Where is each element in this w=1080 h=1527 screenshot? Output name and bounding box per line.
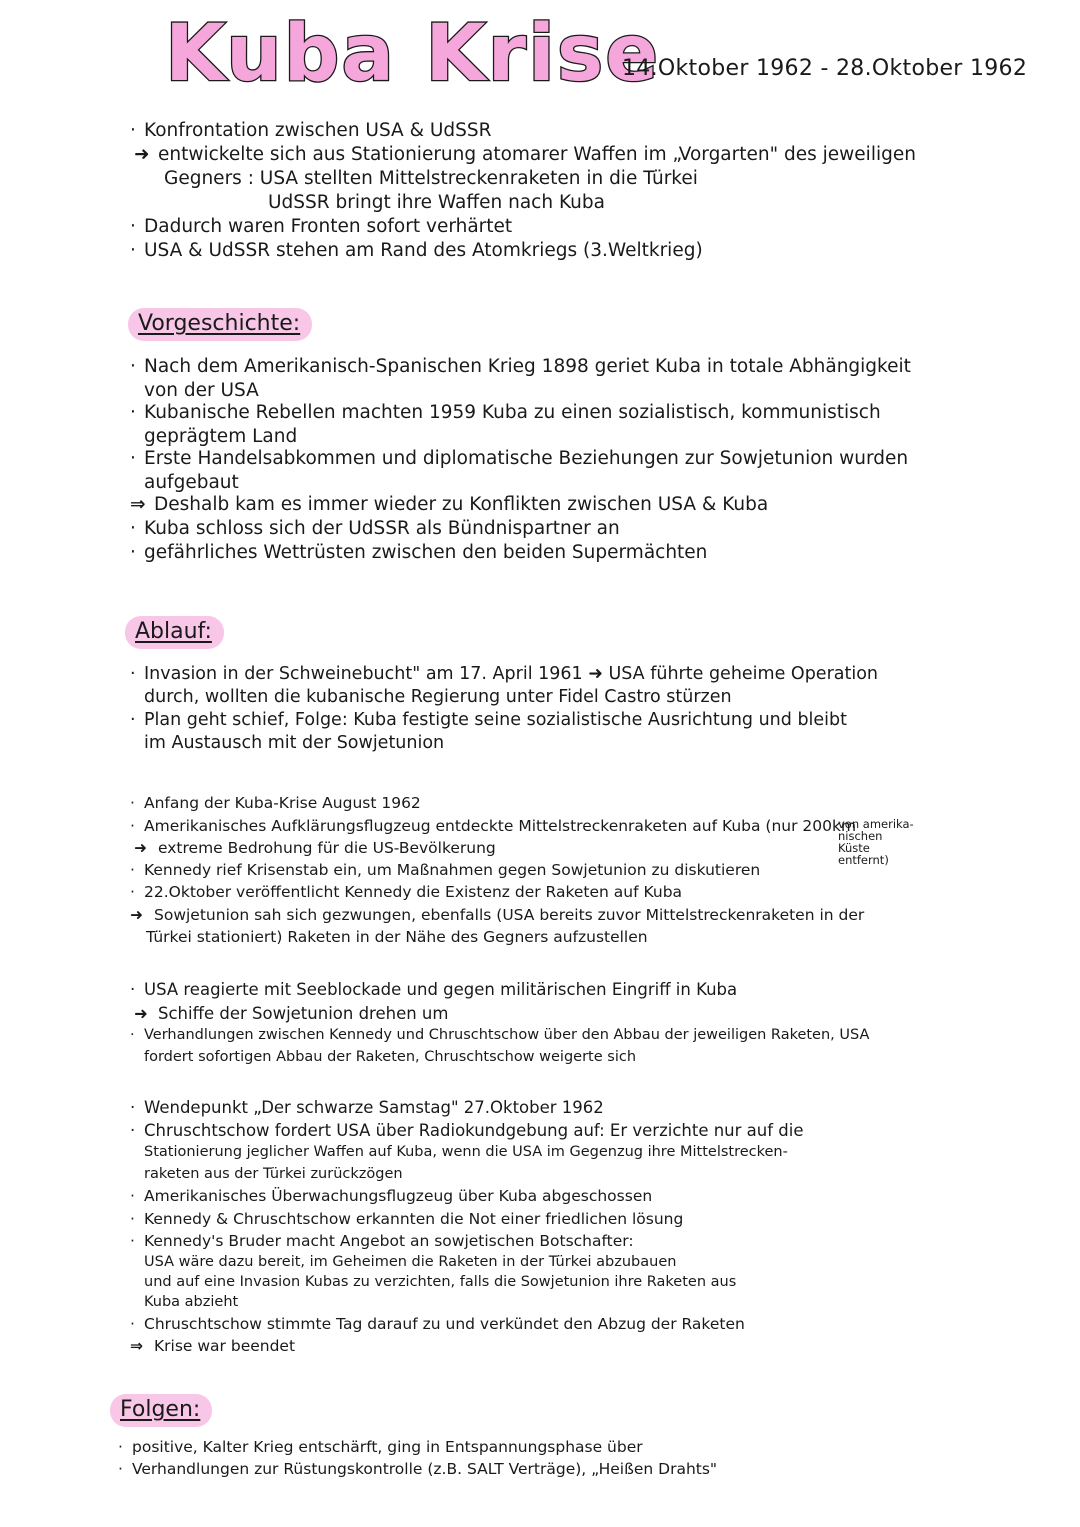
ablauf-anfang xyxy=(130,796,864,952)
list-item: · Chruschtschow fordert USA über Radiokundgebung auf: Er verzichte nur auf die xyxy=(130,1121,804,1140)
vorgeschichte-section xyxy=(130,358,911,568)
ablauf-wendepunkt xyxy=(130,1100,804,1361)
list-item: · Kennedy rief Krisenstab ein, um Maßnahmen gegen Sowjetunion zu diskutieren xyxy=(130,861,761,879)
intro-section xyxy=(130,122,916,266)
list-item: · Verhandlungen zur Rüstungskontrolle (z.B. SALT Verträge), „Heißen Drahts" xyxy=(118,1460,718,1478)
list-item: ➜ Sowjetunion sah sich gezwungen, ebenfalls (USA bereits zuvor Mittelstreckenraketen in der xyxy=(130,906,865,924)
list-item: · Invasion in der Schweinebucht" am 17. April 1961 ➜ USA führte geheime Operation xyxy=(130,664,879,684)
list-item: · Wendepunkt „Der schwarze Samstag" 27.Oktober 1962 xyxy=(130,1098,604,1117)
ablauf-invasion xyxy=(130,666,878,758)
list-item: · Plan geht schief, Folge: Kuba festigte seine sozialistische Ausrichtung und bleibt xyxy=(130,710,848,730)
list-item: ⇒ Krise war beendet xyxy=(130,1337,296,1355)
arrow-right-icon: ➜ xyxy=(130,906,143,924)
list-item: ➜ Schiffe der Sowjetunion drehen um xyxy=(134,1004,449,1023)
double-arrow-icon: ⇒ xyxy=(130,1337,143,1355)
list-item: · gefährliches Wettrüsten zwischen den beiden Supermächten xyxy=(130,542,708,563)
date-range: 14.Oktober 1962 - 28.Oktober 1962 xyxy=(622,56,1028,81)
ablauf-seeblockade xyxy=(130,982,869,1072)
list-item: USA wäre dazu bereit, im Geheimen die Raketen in der Türkei abzubauen xyxy=(144,1254,677,1270)
list-item: raketen aus der Türkei zurückzögen xyxy=(144,1166,403,1182)
list-item: · USA reagierte mit Seeblockade und gegen militärischen Eingriff in Kuba xyxy=(130,980,738,999)
list-item: · Kubanische Rebellen machten 1959 Kuba zu einen sozialistisch, kommunistisch xyxy=(130,402,881,423)
list-item: von der USA xyxy=(144,380,259,401)
list-item: · USA & UdSSR stehen am Rand des Atomkriegs (3.Weltkrieg) xyxy=(130,240,703,261)
list-item: · Kennedy's Bruder macht Angebot an sowjetischen Botschafter: xyxy=(130,1232,634,1250)
list-item: · Chruschtschow stimmte Tag darauf zu und verkündet den Abzug der Raketen xyxy=(130,1315,745,1333)
arrow-right-icon: ➜ xyxy=(134,1004,148,1023)
heading-vorgeschichte: Vorgeschichte: xyxy=(128,308,312,341)
list-item: · Nach dem Amerikanisch-Spanischen Krieg 1898 geriet Kuba in totale Abhängigkeit xyxy=(130,356,911,377)
page-title xyxy=(165,2,661,99)
list-item: und auf eine Invasion Kubas zu verzichten, falls die Sowjetunion ihre Raketen aus xyxy=(144,1274,737,1290)
list-item: · Konfrontation zwischen USA & UdSSR xyxy=(130,120,492,141)
list-item: · 22.Oktober veröffentlicht Kennedy die Existenz der Raketen auf Kuba xyxy=(130,883,683,901)
list-item: Stationierung jeglicher Waffen auf Kuba, wenn die USA im Gegenzug ihre Mittelstrecken- xyxy=(144,1144,788,1160)
list-item: ➜ entwickelte sich aus Stationierung atomarer Waffen im „Vorgarten" des jeweiligen xyxy=(134,144,916,165)
list-item: geprägtem Land xyxy=(144,426,298,447)
list-item: im Austausch mit der Sowjetunion xyxy=(144,733,445,753)
list-item: durch, wollten die kubanische Regierung unter Fidel Castro stürzen xyxy=(144,687,732,707)
list-item: · Amerikanisches Aufklärungsflugzeug entdeckte Mittelstreckenraketen auf Kuba (nur 200km xyxy=(130,817,857,835)
list-item: · Kennedy & Chruschtschow erkannten die Not einer friedlichen lösung xyxy=(130,1210,684,1228)
list-item: aufgebaut xyxy=(144,472,239,493)
title-text: Kuba Krise xyxy=(165,9,661,99)
list-item: Kuba abzieht xyxy=(144,1294,239,1310)
list-item: · positive, Kalter Krieg entschärft, ging in Entspannungsphase über xyxy=(118,1438,643,1456)
list-item: · Kuba schloss sich der UdSSR als Bündnispartner an xyxy=(130,518,620,539)
side-note: von amerika- nischen Küste entfernt) xyxy=(838,817,914,867)
double-arrow-icon: ⇒ xyxy=(130,494,146,515)
list-item: Gegners : USA stellten Mittelstreckenraketen in die Türkei xyxy=(164,168,698,189)
list-item: UdSSR bringt ihre Waffen nach Kuba xyxy=(268,192,605,213)
list-item: fordert sofortigen Abbau der Raketen, Chruschtschow weigerte sich xyxy=(144,1049,637,1065)
list-item: ➜ extreme Bedrohung für die US-Bevölkerung xyxy=(134,839,496,857)
list-item: · Erste Handelsabkommen und diplomatische Beziehungen zur Sowjetunion wurden xyxy=(130,448,909,469)
heading-ablauf: Ablauf: xyxy=(125,616,224,649)
list-item: · Verhandlungen zwischen Kennedy und Chruschtschow über den Abbau der jeweiligen Raketen, USA xyxy=(130,1027,870,1043)
list-item: Türkei stationiert) Raketen in der Nähe des Gegners aufzustellen xyxy=(146,928,648,946)
heading-folgen: Folgen: xyxy=(110,1394,212,1427)
list-item: ⇒ Deshalb kam es immer wieder zu Konflikten zwischen USA & Kuba xyxy=(130,494,769,515)
list-item: · Dadurch waren Fronten sofort verhärtet xyxy=(130,216,513,237)
arrow-right-icon: ➜ xyxy=(134,144,150,165)
list-item: · Amerikanisches Überwachungsflugzeug über Kuba abgeschossen xyxy=(130,1187,653,1205)
list-item: · Anfang der Kuba-Krise August 1962 xyxy=(130,794,421,812)
arrow-right-icon: ➜ xyxy=(134,839,147,857)
folgen-section xyxy=(118,1440,717,1484)
